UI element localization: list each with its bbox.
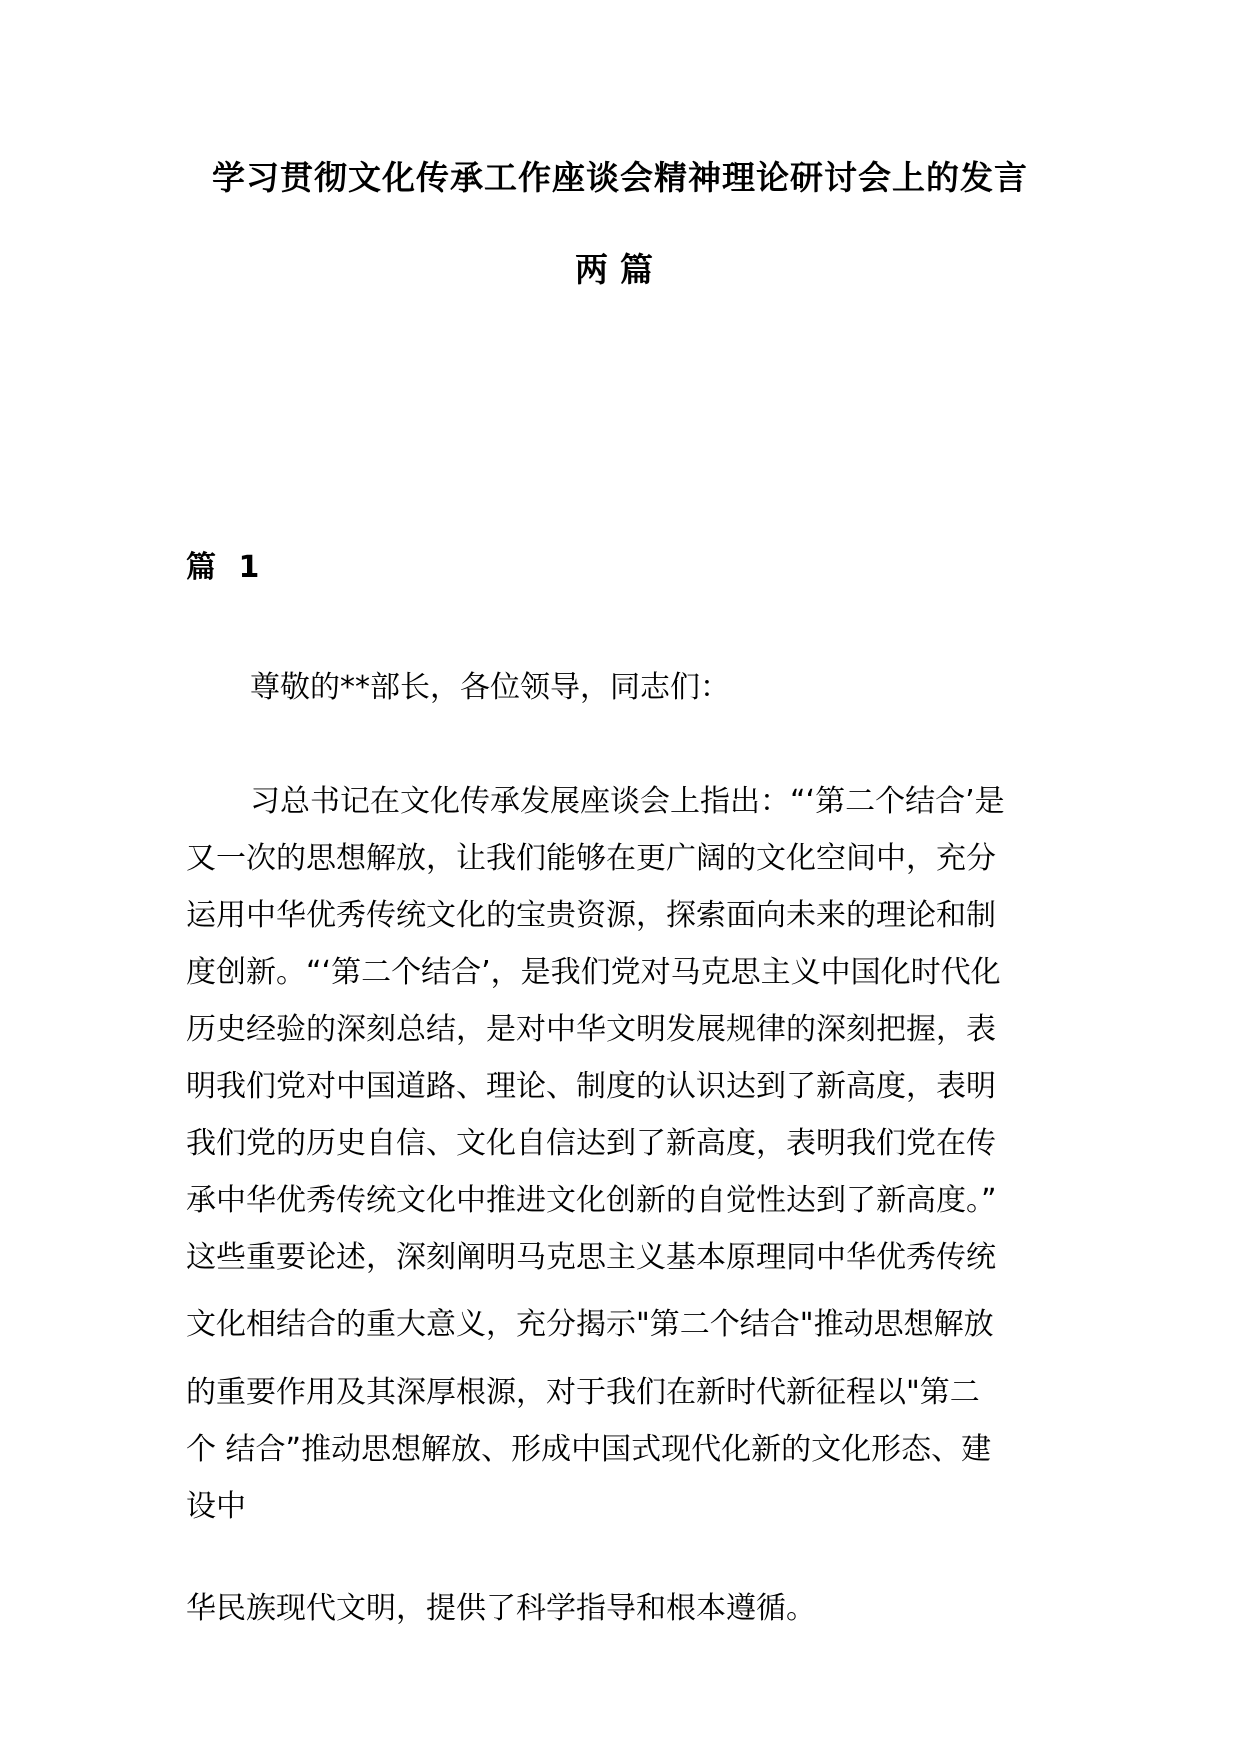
section-heading: 篇 1 xyxy=(186,550,266,585)
paragraph-line: 这些重要论述，深刻阐明马克思主义基本原理同中华优秀传统 xyxy=(186,1240,996,1275)
paragraph-line: 习总书记在文化传承发展座谈会上指出：“‘第二个结合’是 xyxy=(250,784,1005,819)
paragraph-line: 华民族现代文明，提供了科学指导和根本遵循。 xyxy=(186,1591,816,1626)
paragraph-line: 又一次的思想解放，让我们能够在更广阔的文化空间中，充分 xyxy=(186,841,996,876)
paragraph-line: 明我们党对中国道路、理论、制度的认识达到了新高度，表明 xyxy=(186,1069,996,1104)
document-title: 学习贯彻文化传承工作座谈会精神理论研讨会上的发言 xyxy=(212,158,1028,197)
salutation: 尊敬的**部长，各位领导，同志们： xyxy=(250,670,730,705)
paragraph-line: 历史经验的深刻总结，是对中华文明发展规律的深刻把握，表 xyxy=(186,1012,996,1047)
paragraph-line: 文化相结合的重大意义，充分揭示"第二个结合"推动思想解放 xyxy=(186,1307,994,1342)
paragraph-line: 个 结合”推动思想解放、形成中国式现代化新的文化形态、建 xyxy=(186,1432,992,1467)
paragraph-line: 设中 xyxy=(186,1489,246,1524)
paragraph-line: 的重要作用及其深厚根源，对于我们在新时代新征程以"第二 xyxy=(186,1375,980,1410)
paragraph-line: 我们党的历史自信、文化自信达到了新高度，表明我们党在传 xyxy=(186,1126,996,1161)
document-subtitle: 两篇 xyxy=(575,250,665,289)
paragraph-line: 度创新。“‘第二个结合’，是我们党对马克思主义中国化时代化 xyxy=(186,955,1001,990)
paragraph-line: 承中华优秀传统文化中推进文化创新的自觉性达到了新高度。” xyxy=(186,1183,997,1218)
paragraph-line: 运用中华优秀传统文化的宝贵资源，探索面向未来的理论和制 xyxy=(186,898,996,933)
